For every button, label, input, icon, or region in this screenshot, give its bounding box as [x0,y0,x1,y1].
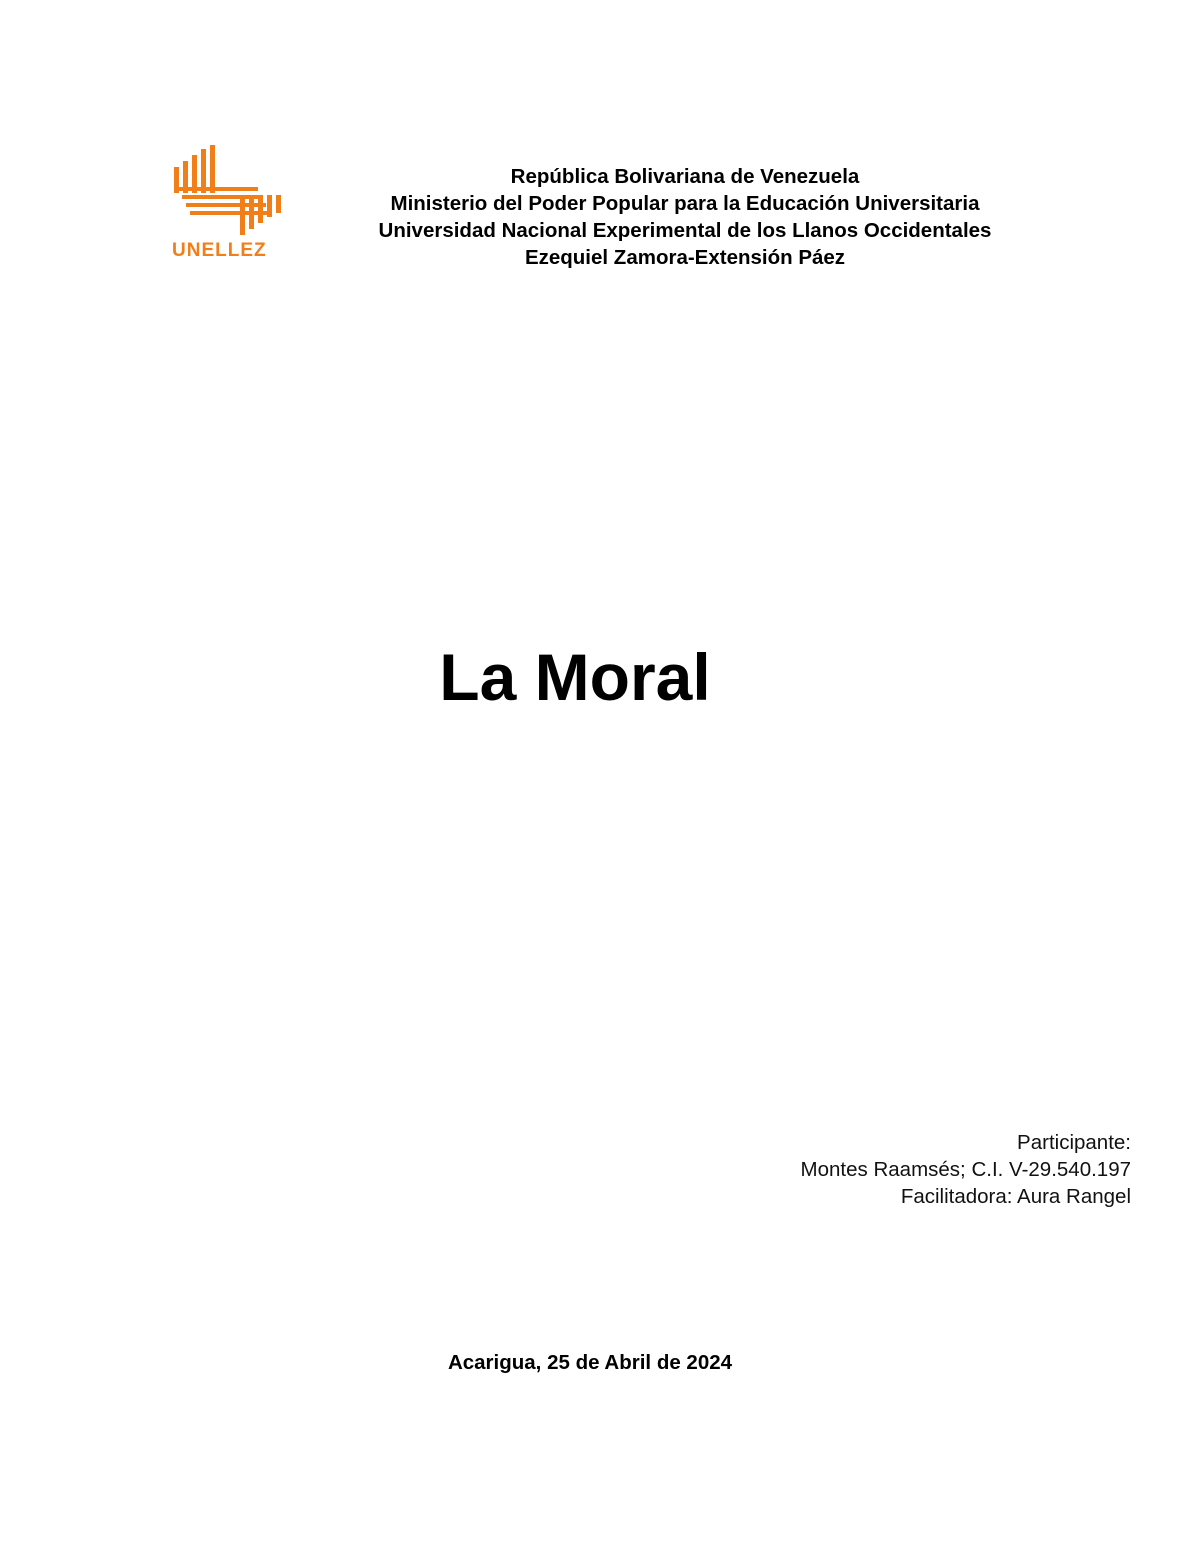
unellez-logo-icon [172,145,284,237]
university-logo [172,145,284,265]
logo-wordmark: UNELLEZ [172,240,267,261]
place-date: Acarigua, 25 de Abril de 2024 [447,1351,733,1374]
header-line-country: República Bolivariana de Venezuela [510,165,860,188]
header-line-university: Universidad Nacional Experimental de los Llanos Occidentales [378,219,992,242]
participant-label: Participante: [1017,1131,1131,1154]
header-line-ministry: Ministerio del Poder Popular para la Educación Universitaria [390,192,980,215]
facilitator-name: Facilitadora: Aura Rangel [900,1185,1131,1208]
header-line-campus: Ezequiel Zamora-Extensión Páez [524,246,846,269]
participant-name: Montes Raamsés; C.I. V-29.540.197 [800,1158,1131,1181]
participants-block [631,1129,1131,1210]
document-title: La Moral [439,640,711,714]
institution-header [300,163,1070,271]
